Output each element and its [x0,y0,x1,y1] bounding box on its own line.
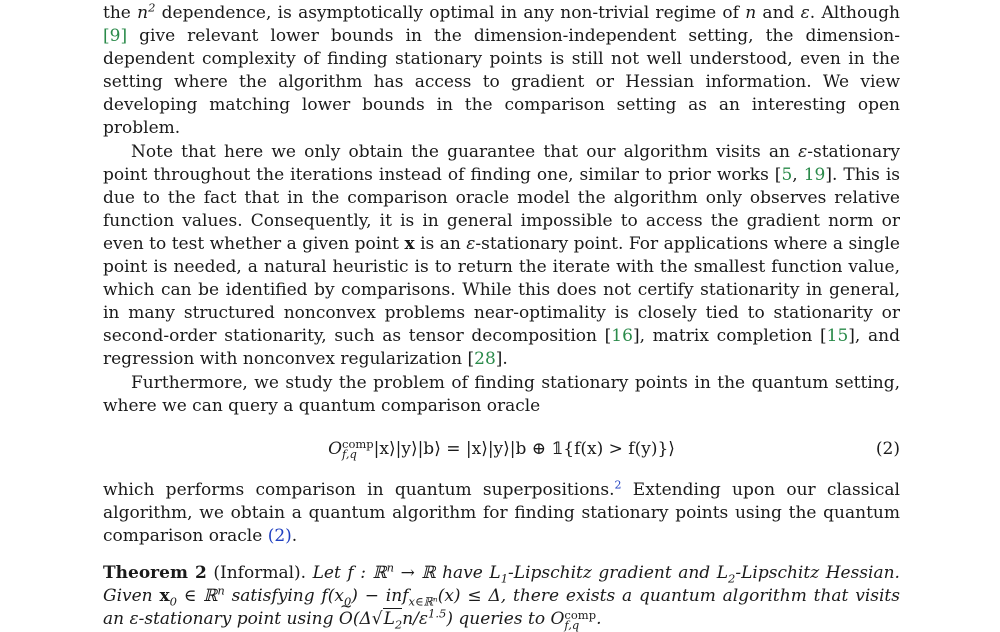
oracle-symbol: O [550,609,565,630]
math-x0 [159,583,225,609]
citation-link[interactable]: 15 [826,326,849,347]
paragraph-4 [103,479,900,548]
math-subscript: 2 [728,571,736,586]
citation-link[interactable]: 5 [781,164,793,185]
text: . [291,525,298,546]
theorem-label: Theorem 2 [103,562,207,583]
math-text: L [489,562,501,583]
math-n [137,0,156,23]
text: have [435,562,490,583]
sqrt-radicand [383,608,403,632]
text: which performs comparison in quantum superpositions. [103,479,615,500]
math-f-map [347,560,436,583]
equation-reference-link[interactable]: (2) [267,525,292,546]
math-text: (Δ [352,609,372,630]
text: dependence, is asymptotically optimal in any non-trivial regime of [155,3,746,23]
math-text: f : ℝ [347,562,387,583]
paragraph-1 [103,2,900,141]
paragraph-2 [103,141,900,372]
equation-2 [103,427,900,471]
text: -Lipschitz gradient and [508,562,717,583]
big-o-tilde: ~ O [339,608,353,631]
math-epsilon: ε [466,233,476,254]
theorem-2 [103,562,900,631]
text: queries to [452,609,551,630]
math-text: f(x [321,586,344,607]
footnote-marker[interactable]: 2 [614,478,622,492]
oracle-symbol: O [328,438,343,459]
math-epsilon: ε [129,609,139,630]
text: . Although [809,3,900,23]
oracle-superscript: comp [342,437,374,452]
text: -Lipschitz Hessian. Given [103,562,900,607]
oracle-scripts [342,437,374,462]
citation-link[interactable]: 16 [611,326,633,347]
paragraph-3 [103,372,900,418]
text: satisfying [224,586,322,607]
text: the [103,3,138,23]
paper-page [103,2,900,631]
text: , [792,164,804,185]
math-exponent: n [386,560,395,575]
equation-number: (2) [875,438,900,459]
math-L2 [716,562,736,586]
math-subscript: 0 [169,594,177,609]
sqrt-sign: √ [371,609,383,630]
math-bold-x: x [404,233,415,254]
equation-body [328,437,675,462]
math-subscript: x∈ℝⁿ [408,594,438,609]
math-subscript: 1 [500,571,509,586]
math-n: n [745,3,757,23]
text: -stationary point using [138,609,339,630]
citation-link[interactable]: 19 [803,164,826,185]
math-text: n/ε [402,609,429,630]
text: ], and regression with nonconvex regularization [ [103,326,900,370]
text: is an [414,233,467,254]
math-exponent: 2 [148,0,156,15]
text: give relevant lower bounds in the dimension-independent setting, the dimension-dependent complexity of finding stationary points is still not well understood, even in the setting where the algorithm has access to gradient or Hessian information. We view developing matching lower bounds in the comparison setting as an interesting open problem. [103,26,900,139]
oracle-scripts [564,607,597,632]
text: ]. [495,349,508,370]
text: ]. This is due to the fact that in the comparison oracle model the algorithm only observes relative function values. Consequently, it is in general impossible to access the gradient norm or even to test whether a given point [103,164,901,254]
equation-rhs: |x⟩|y⟩|b⟩ = |x⟩|y⟩|b ⊕ 𝟙{f(x) > f(y)}⟩ [373,438,675,459]
math-subscript: 0 [343,594,352,609]
math-exponent: 1.5 [428,606,447,621]
math-text: L [383,609,395,630]
citation-link[interactable]: [9] [103,26,128,47]
text: ], matrix completion [ [632,326,827,347]
text: -stationary point throughout the iterations instead of finding one, similar to prior works [ [103,141,900,185]
theorem-tag: (Informal). [206,562,307,583]
oracle-superscript: comp [564,607,597,622]
math-complexity [338,606,453,632]
text: Extending upon our classical algorithm, we obtain a quantum algorithm for finding stationary points using the quantum comparison oracle [103,479,900,546]
math-bold-x: x [159,586,170,607]
math-subscript: 2 [394,617,403,632]
text: -stationary point. For applications where a single point is needed, a natural heuristic is to return the iterate with the smallest function value, which can be identified by comparisons. While this does not certify stationarity in general, in many structured nonconvex problems near-optimality is closely tied to stationarity or second-order stationarity, such as tensor decomposition [ [103,233,900,347]
oracle-subscript: f,q [342,447,357,462]
math-text: → ℝ [394,562,436,583]
math-text: (x) ≤ Δ [437,586,501,607]
math-epsilon: ε [798,141,808,162]
oracle-subscript: f,q [564,617,580,632]
text: Furthermore, we study the problem of finding stationary points in the quantum setting, where we can query a quantum comparison oracle [103,372,900,416]
math-epsilon: ε [800,3,810,23]
math-oracle [550,607,597,632]
math-text: ∈ ℝ [176,586,218,607]
text: , there exists a quantum algorithm that visits an [103,586,900,630]
text: and [756,3,801,23]
math-text: ) [446,609,453,630]
math-text: ) − inf [351,586,409,607]
math-text: L [716,562,729,583]
math-exponent: n [217,583,225,598]
math-L1 [489,562,509,586]
math-text: n [137,3,149,23]
text: . [596,609,602,630]
text: Let [306,562,348,583]
text: Note that here we only obtain the guarantee that our algorithm visits an [131,141,799,162]
citation-link[interactable]: 28 [474,349,496,370]
